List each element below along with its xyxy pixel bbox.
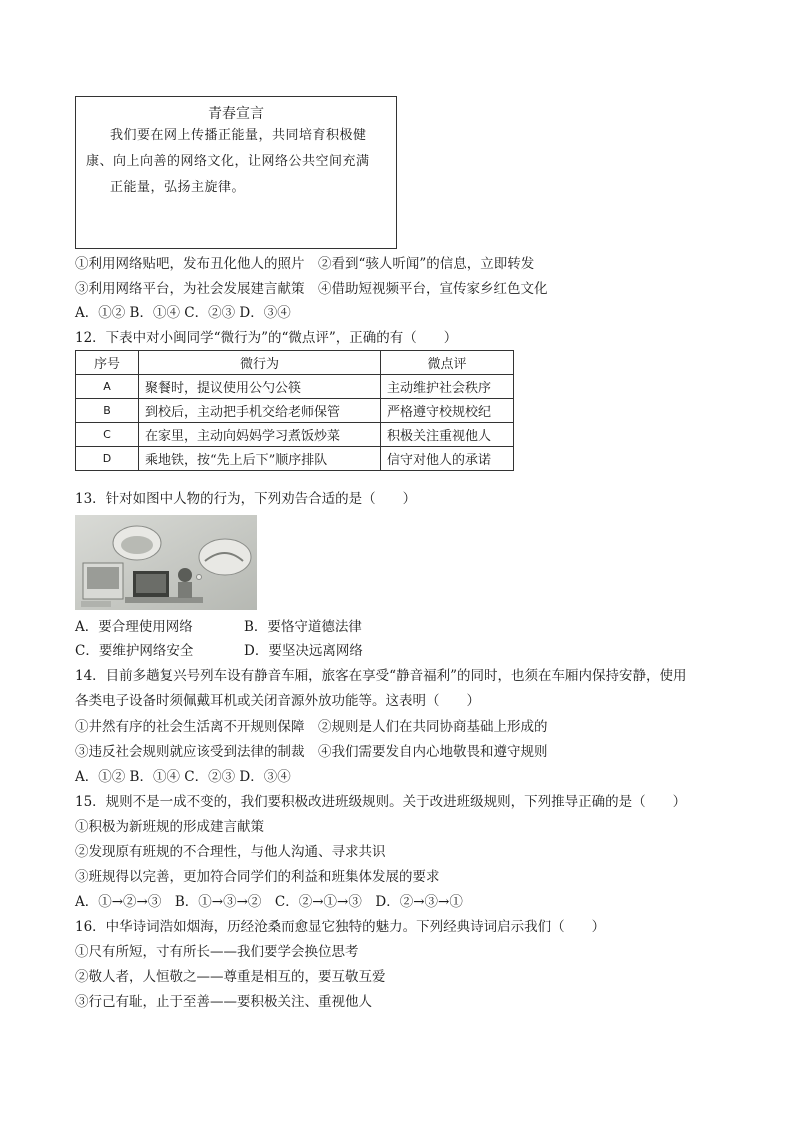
table-header-cell: 微点评	[381, 351, 514, 375]
declaration-box	[75, 96, 397, 249]
table-cell: B	[76, 399, 139, 423]
table-row	[76, 399, 514, 423]
q16-option-2: ②敬人者，人恒敬之——尊重是相互的，要互敬互爱	[75, 969, 386, 985]
illustration-image	[75, 515, 257, 610]
table-row	[76, 447, 514, 471]
q14-options-line-2: ③违反社会规则就应该受到法律的制裁 ④我们需要发自内心地敬畏和遵守规则	[75, 744, 548, 760]
declaration-title: 青春宣言	[208, 106, 264, 122]
q15-option-2: ②发现原有班规的不合理性，与他人沟通、寻求共识	[75, 844, 386, 860]
q11-options-line-1: ①利用网络贴吧，发布丑化他人的照片 ②看到“骇人听闻”的信息，立即转发	[75, 256, 535, 272]
q16-option-3: ③行己有耻，止于至善——要积极关注、重视他人	[75, 994, 372, 1010]
q11-answer-choices: A．①② B．①④ C．②③ D．③④	[75, 305, 291, 321]
table-header-cell: 微行为	[139, 351, 381, 375]
table-header-cell: 序号	[76, 351, 139, 375]
table-cell: C	[76, 423, 139, 447]
q15-option-1: ①积极为新班规的形成建言献策	[75, 819, 264, 835]
table-cell: 在家里，主动向妈妈学习煮饭炒菜	[139, 423, 381, 447]
q12-table	[75, 350, 514, 471]
q13-option-a: A．要合理使用网络	[75, 619, 193, 635]
table-cell: 聚餐时，提议使用公勺公筷	[139, 375, 381, 399]
table-cell: 信守对他人的承诺	[381, 447, 514, 471]
table-cell: D	[76, 447, 139, 471]
q12-stem: 12．下表中对小闽同学“微行为”的“微点评”，正确的有（ ）	[75, 330, 458, 346]
table-cell: 积极关注重视他人	[381, 423, 514, 447]
q11-options-line-2: ③利用网络平台，为社会发展建言献策 ④借助短视频平台，宣传家乡红色文化	[75, 281, 548, 297]
declaration-line-2: 康、向上向善的网络文化，让网络公共空间充满	[86, 154, 370, 169]
table-cell: A	[76, 375, 139, 399]
q15-answer-choices: A．①→②→③ B．①→③→② C．②→①→③ D．②→③→①	[75, 894, 463, 910]
declaration-line-3: 正能量，弘扬主旋律。	[110, 180, 246, 195]
q14-stem-line-1: 14．目前多趟复兴号列车设有静音车厢，旅客在享受“静音福利”的同时，也须在车厢内保持安静，使用	[75, 668, 687, 684]
table-cell: 乘地铁，按“先上后下”顺序排队	[139, 447, 381, 471]
table-cell: 主动维护社会秩序	[381, 375, 514, 399]
q14-answer-choices: A．①② B．①④ C．②③ D．③④	[75, 769, 291, 785]
q13-option-b: B．要恪守道德法律	[244, 619, 362, 635]
table-row	[76, 375, 514, 399]
q15-option-3: ③班规得以完善，更加符合同学们的利益和班集体发展的要求	[75, 869, 440, 885]
q15-stem: 15．规则不是一成不变的，我们要积极改进班级规则。关于改进班级规则，下列推导正确的是（ ）	[75, 794, 687, 810]
q14-stem-line-2: 各类电子设备时须佩戴耳机或关闭音源外放功能等。这表明（ ）	[75, 693, 480, 709]
q14-options-line-1: ①井然有序的社会生活离不开规则保障 ②规则是人们在共同协商基础上形成的	[75, 719, 548, 735]
q16-option-1: ①尺有所短，寸有所长——我们要学会换位思考	[75, 944, 359, 960]
table-cell: 严格遵守校规校纪	[381, 399, 514, 423]
q13-option-c: C．要维护网络安全	[75, 643, 194, 659]
table-cell: 到校后，主动把手机交给老师保管	[139, 399, 381, 423]
q13-stem: 13．针对如图中人物的行为，下列劝告合适的是（ ）	[75, 491, 417, 507]
q13-option-d: D．要坚决远离网络	[244, 643, 363, 659]
q16-stem: 16．中华诗词浩如烟海，历经沧桑而愈显它独特的魅力。下列经典诗词启示我们（ ）	[75, 919, 606, 935]
declaration-line-1: 我们要在网上传播正能量，共同培育积极健	[110, 128, 367, 143]
table-row	[76, 423, 514, 447]
table-header-row	[76, 351, 514, 375]
